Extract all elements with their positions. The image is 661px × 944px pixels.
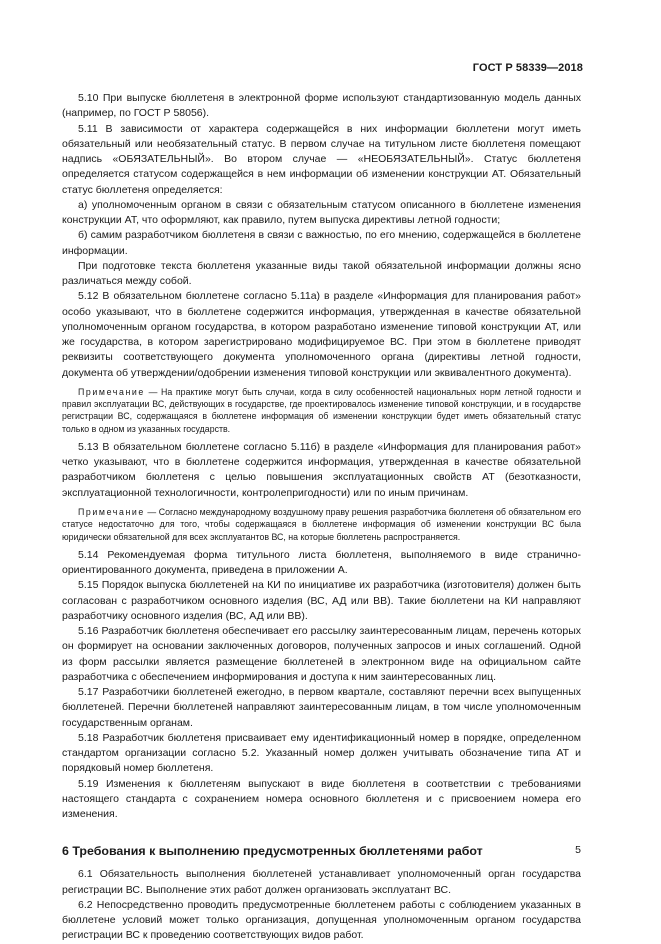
paragraph-5-18: 5.18 Разработчик бюллетеня присваивает ему идентификационный номер в порядке, определенном стандартом организации согласно 5.2. Указанный номер должен учитывать обозначение типа АТ и порядковый номер бюллетеня. <box>62 731 581 775</box>
paragraph-5-16: 5.16 Разработчик бюллетеня обеспечивает его рассылку заинтересованным лицам, перечень которых он формирует на основании заключенных договоров, полученных запросов и иных соглашений. Одной из форм рассылки является размещение бюллетеней в электронном виде на официальном сайте разработчика с обеспечением информирования и доступа к ним заинтересованных лиц. <box>62 625 581 683</box>
paragraph-6-1: 6.1 Обязательность выполнения бюллетеней устанавливает уполномоченный орган государства регистрации ВС. Выполнение этих работ должен организовать эксплуатант ВС. <box>62 868 581 896</box>
section-6-heading: 6 Требования к выполнению предусмотренных бюллетенями работ <box>62 844 483 859</box>
paragraph-6-2: 6.2 Непосредственно проводить предусмотренные бюллетенем работы с соблюдением указанных в бюллетене условий может только организация, допущенная уполномоченным органом государства регистрации ВС к проведению соответствующих видов работ. <box>62 898 581 942</box>
paragraph-5-17: 5.17 Разработчики бюллетеней ежегодно, в первом квартале, составляют перечни всех выпущенных бюллетеней. Перечни бюллетеней направляют заинтересованным лицам, в том числе уполномоченным государственным органам. <box>62 686 581 729</box>
paragraph-5-11-note-text: При подготовке текста бюллетеня указанные виды такой обязательной информации должны ясно различаться между собой. <box>62 259 581 287</box>
paragraph-5-11-b: б) самим разработчиком бюллетеня в связи с важностью, по его мнению, содержащейся в бюллетене информации. <box>62 229 581 257</box>
paragraph-5-11-a: а) уполномоченным органом в связи с обязательным статусом описанного в бюллетене изменения конструкции АТ, что оформляют, как правило, путем выпуска директивы летной годности; <box>62 198 581 226</box>
paragraph-5-13: 5.13 В обязательном бюллетене согласно 5.11б) в разделе «Информация для планирования работ» четко указывают, что в бюллетене содержится информация, утвержденная в качестве обязательной разработчиком бюллетеня с целью повышения эксплуатационных свойств АТ (безотказности, эксплуатационной технологичности, контролепригодности) или по иным причинам. <box>62 440 581 499</box>
paragraph-5-11: 5.11 В зависимости от характера содержащейся в них информации бюллетени могут иметь обязательный или необязательный статус. В первом случае на титульном листе бюллетеня помещают надпись «ОБЯЗАТЕЛЬНЫЙ». Во втором случае — «НЕОБЯЗАТЕЛЬНЫЙ». Статус бюллетеня определяется статусом содержащейся в нем информации об изменении конструкции АТ. Обязательный статус бюллетеня определяется: <box>62 122 581 196</box>
page-body <box>62 91 581 944</box>
paragraph-5-10: 5.10 При выпуске бюллетеня в электронной форме используют стандартизованную модель данных (например, по ГОСТ Р 58056). <box>62 92 581 120</box>
note-2-label: Примечание <box>78 506 145 517</box>
note-2-text: — Согласно международному воздушному праву решения разработчика бюллетеня об обязательном его статусе недостаточно для того, чтобы содержащаяся в бюллетене информация об изменении конструкции ВС была юридически обязательной для всех эксплуатантов ВС, на которые бюллетень распространяется. <box>62 506 581 542</box>
paragraph-5-15: 5.15 Порядок выпуска бюллетеней на КИ по инициативе их разработчика (изготовителя) должен быть согласован с разработчиком основного изделия (ВС, АД или ВВ). Такие бюллетени на КИ направляют разработчику основного изделия (ВС, АД или ВВ). <box>62 579 581 622</box>
page-number: 5 <box>575 844 581 856</box>
paragraph-5-12: 5.12 В обязательном бюллетене согласно 5.11а) в разделе «Информация для планирования работ» особо указывают, что в бюллетене содержится информация, утвержденная в качестве обязательной уполномоченным органом государства, в котором разработано изменение типовой конструкции АТ, или же государства, в котором зарегистрировано модифицируемое ВС. При этом в бюллетене приводят реквизиты соответствующего документа уполномоченного органа (директивы летной годности, документа об утверждении/одобрении изменения типовой конструкции или эквивалентного документа). <box>62 290 581 379</box>
note-1 <box>62 386 581 435</box>
paragraph-5-14: 5.14 Рекомендуемая форма титульного листа бюллетеня, выполняемого в виде странично-ориентированного документа, приведена в приложении А. <box>62 548 581 577</box>
note-1-text: — На практике могут быть случаи, когда в силу особенностей национальных норм летной годности и правил эксплуатации ВС, действующих в государстве, где проектировалось изменение типовой конструкции, и в государстве регистрации ВС, содержащаяся в бюллетене информация об изменении конструкции будет иметь обязательный статус только в одном из указанных государств. <box>62 386 581 434</box>
note-1-label: Примечание <box>78 386 145 397</box>
document-id: ГОСТ Р 58339—2018 <box>472 62 583 74</box>
note-2 <box>62 506 581 543</box>
paragraph-5-19: 5.19 Изменения к бюллетеням выпускают в виде бюллетеня в соответствии с требованиями настоящего стандарта с сохранением номера основного бюллетеня и с присвоением номера его изменения. <box>62 777 581 821</box>
